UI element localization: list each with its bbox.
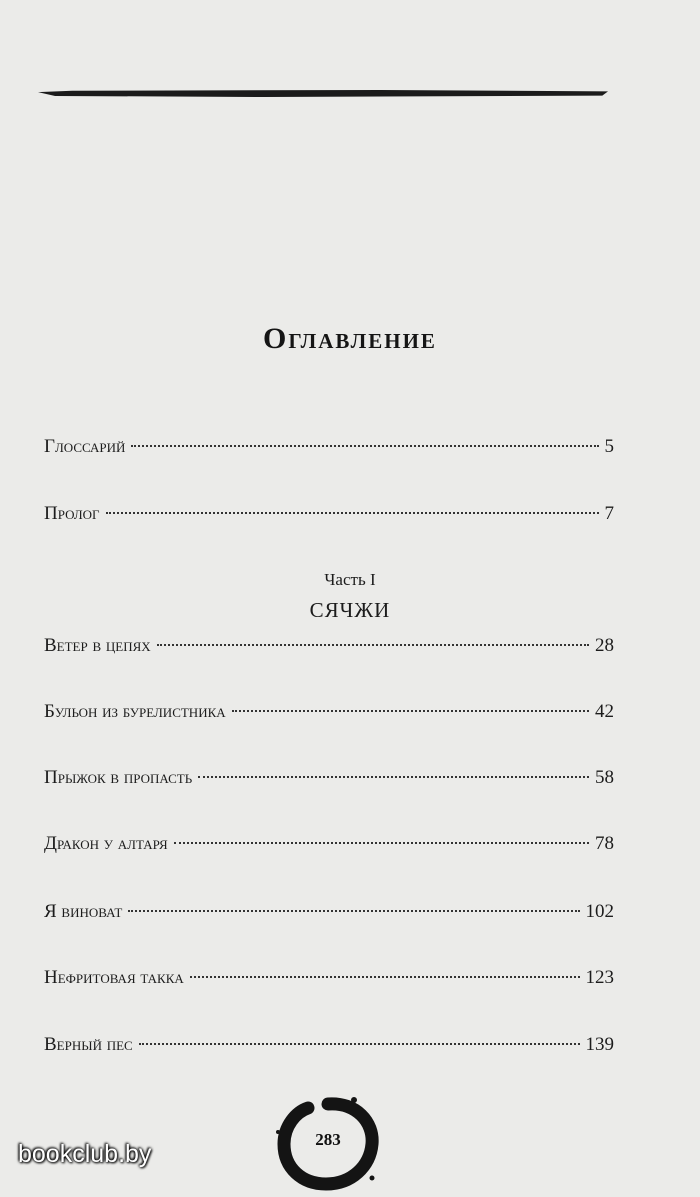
toc-entry-page: 42: [595, 701, 614, 722]
toc-entry: [44, 901, 614, 927]
toc-entry-label: Ветер в цепях: [44, 635, 151, 656]
toc-entry-label: Бульон из бурелистника: [44, 701, 226, 722]
dot-leader: [139, 1043, 580, 1045]
toc-entry-page: 102: [585, 901, 614, 922]
toc-entry-label: Дракон у алтаря: [44, 833, 168, 854]
toc-entry: [44, 767, 614, 793]
part-label: Часть I: [324, 570, 376, 589]
header-rule: [38, 90, 608, 97]
dot-leader: [128, 910, 579, 912]
toc-entry-label: Глоссарий: [44, 436, 126, 457]
toc-entry-label: Я виноват: [44, 901, 123, 922]
toc-entry: [44, 701, 614, 727]
toc-entry-page: 5: [604, 436, 614, 457]
toc-entry-page: 58: [595, 767, 614, 788]
part-title: СЯЧЖИ: [309, 598, 391, 622]
toc-entry: [44, 1034, 614, 1060]
dot-leader: [190, 976, 580, 978]
toc-entry: [44, 833, 614, 859]
watermark: bookclub.by: [18, 1140, 152, 1168]
toc-entry: [44, 967, 614, 993]
toc-entry-page: 139: [585, 1034, 614, 1055]
dot-leader: [157, 644, 589, 646]
toc-entry-page: 7: [604, 503, 614, 524]
page-title: Оглавление: [263, 322, 437, 355]
toc-entry-page: 78: [595, 833, 614, 854]
dot-leader: [232, 710, 589, 712]
toc-entry-label: Нефритовая такка: [44, 967, 184, 988]
toc-entry-label: Пролог: [44, 503, 100, 524]
page-number: 283: [315, 1130, 341, 1149]
toc-entry-page: 28: [595, 635, 614, 656]
dot-leader: [174, 842, 589, 844]
toc-entry-page: 123: [585, 967, 614, 988]
page-number-seal: [268, 1092, 388, 1192]
toc-entry: [44, 503, 614, 529]
dot-leader: [106, 512, 599, 514]
toc-entry: [44, 635, 614, 661]
toc-entry-label: Прыжок в пропасть: [44, 767, 193, 788]
toc-entry: [44, 436, 614, 462]
dot-leader: [131, 445, 598, 447]
dot-leader: [198, 776, 589, 778]
toc-entry-label: Верный пес: [44, 1034, 133, 1055]
